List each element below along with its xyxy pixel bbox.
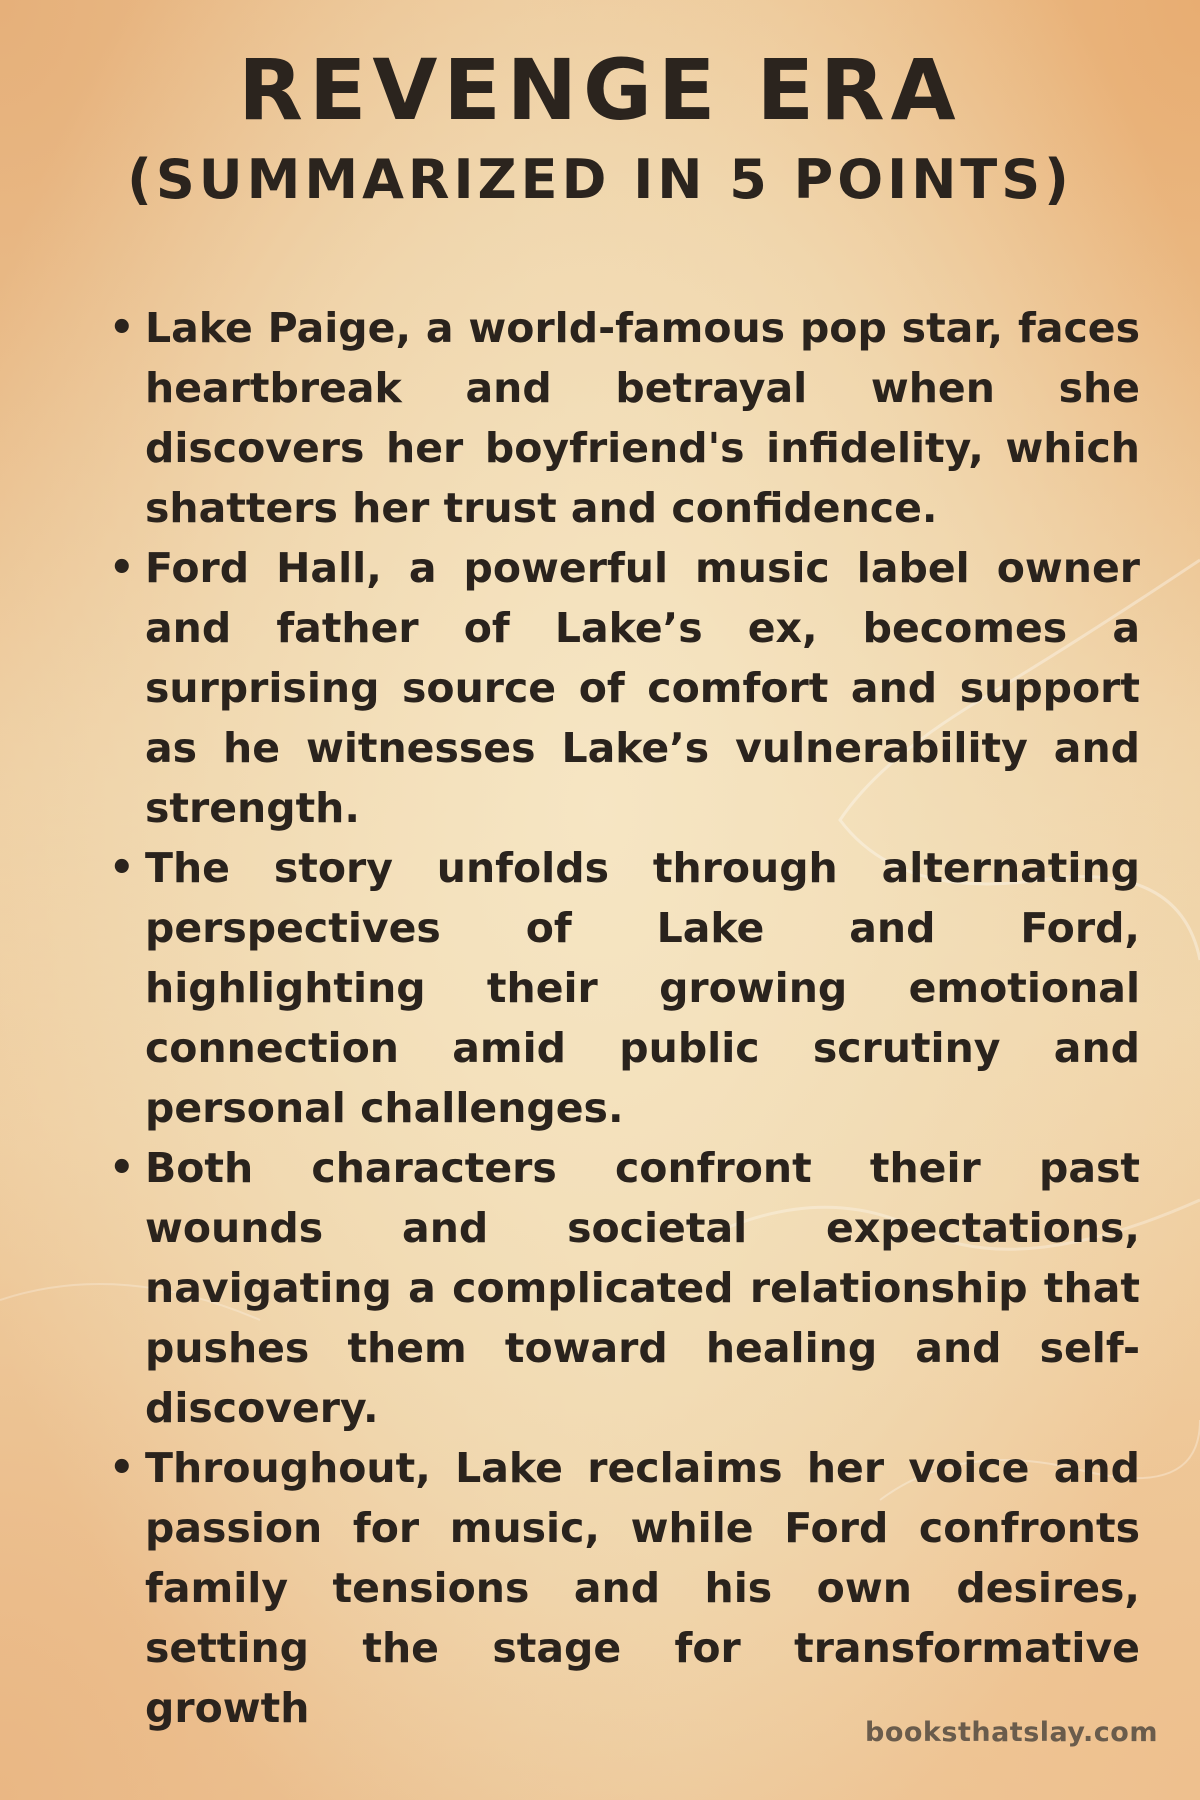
bullet-icon: • bbox=[109, 845, 135, 891]
bullet-icon: • bbox=[109, 305, 135, 351]
summary-points-list bbox=[105, 298, 1140, 1738]
summary-point-text: The story unfolds through alternating perspectives of Lake and Ford, highlighting their growing emotional connection amid public scrutiny and personal challenges. bbox=[145, 844, 1140, 1132]
bullet-icon: • bbox=[109, 1145, 135, 1191]
summary-point-text: Ford Hall, a powerful music label owner and father of Lake’s ex, becomes a surprising source of comfort and support as he witnesses Lake’s vulnerability and strength. bbox=[145, 544, 1140, 832]
page-title: REVENGE ERA bbox=[238, 41, 962, 139]
summary-point-5 bbox=[105, 1438, 1140, 1738]
summary-point-2 bbox=[105, 538, 1140, 838]
summary-point-1 bbox=[105, 298, 1140, 538]
summary-point-text: Lake Paige, a world-famous pop star, faces heartbreak and betrayal when she discovers her boyfriend's infidelity, which shatters her trust and confidence. bbox=[145, 304, 1140, 532]
bullet-icon: • bbox=[109, 1445, 135, 1491]
summary-point-3 bbox=[105, 838, 1140, 1138]
bullet-icon: • bbox=[109, 545, 135, 591]
page-subtitle: (SUMMARIZED IN 5 POINTS) bbox=[127, 148, 1073, 211]
site-watermark: booksthatslay.com bbox=[865, 1717, 1158, 1748]
summary-point-text: Throughout, Lake reclaims her voice and passion for music, while Ford confronts family tensions and his own desires, setting the stage for transformative growth bbox=[145, 1444, 1140, 1732]
summary-point-4 bbox=[105, 1138, 1140, 1438]
summary-point-text: Both characters confront their past wounds and societal expectations, navigating a complicated relationship that pushes them toward healing and self-discovery. bbox=[145, 1144, 1140, 1432]
